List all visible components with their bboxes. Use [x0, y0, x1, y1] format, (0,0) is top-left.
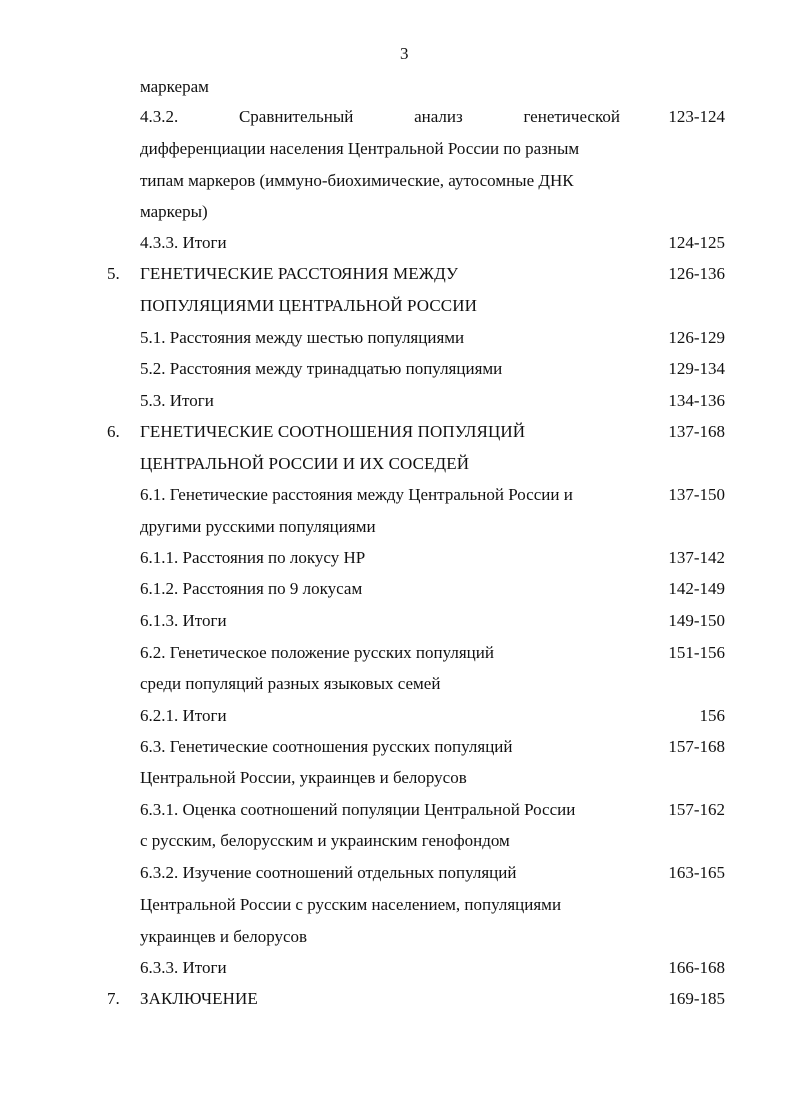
toc-page-range: 151-156: [668, 643, 725, 662]
toc-page-range: 124-125: [668, 233, 725, 252]
toc-entry-6-2-line1: 6.2. Генетическое положение русских популяций: [140, 643, 494, 662]
toc-section-number: 5.: [107, 264, 120, 283]
toc-entry-6-3-2-line1: 6.3.2. Изучение соотношений отдельных популяций: [140, 863, 517, 882]
toc-section-7: ЗАКЛЮЧЕНИЕ: [140, 989, 258, 1008]
toc-page-range: 163-165: [668, 863, 725, 882]
toc-page-range: 126-136: [668, 264, 725, 283]
toc-page-range: 123-124: [668, 107, 725, 126]
toc-page-range: 169-185: [668, 989, 725, 1008]
toc-word: Сравнительный: [238, 107, 354, 126]
toc-page-range: 129-134: [668, 359, 725, 378]
toc-page-range: 157-162: [668, 800, 725, 819]
toc-entry-5-1: 5.1. Расстояния между шестью популяциями: [140, 328, 465, 347]
toc-entry-number: 4.3.2.: [140, 107, 179, 126]
toc-page-range: 149-150: [668, 611, 725, 630]
toc-entry-6-3-2-line2: Центральной России с русским населением, популяциями: [140, 895, 562, 914]
toc-entry-6-3-1-line2: с русским, белорусским и украинским генофондом: [140, 831, 510, 850]
toc-entry-4-3-2-line3: типам маркеров (иммуно-биохимические, аутосомные ДНК: [140, 171, 574, 190]
toc-entry-6-3-line2: Центральной России, украинцев и белорусов: [140, 768, 467, 787]
toc-entry-6-1-3: 6.1.3. Итоги: [140, 611, 227, 630]
toc-page-range: 137-142: [668, 548, 725, 567]
toc-entry-5-2: 5.2. Расстояния между тринадцатью популяциями: [140, 359, 503, 378]
toc-section-number: 7.: [107, 989, 120, 1008]
toc-page-range: 137-168: [668, 422, 725, 441]
toc-entry-6-3-line1: 6.3. Генетические соотношения русских популяций: [140, 737, 513, 756]
toc-entry-6-2-line2: среди популяций разных языковых семей: [140, 674, 441, 693]
toc-entry-6-3-2-line3: украинцев и белорусов: [140, 927, 308, 946]
toc-entry-5-3: 5.3. Итоги: [140, 391, 214, 410]
toc-entry-6-1-2: 6.1.2. Расстояния по 9 локусам: [140, 579, 363, 598]
toc-entry-6-2-1: 6.2.1. Итоги: [140, 706, 227, 725]
toc-page-range: 166-168: [668, 958, 725, 977]
page-number: 3: [400, 44, 409, 63]
toc-page-range: 156: [699, 706, 725, 725]
toc-entry-4-3-2-line2: дифференциации населения Центральной России по разным: [140, 139, 580, 158]
toc-entry-4-3-2-line1: [140, 106, 620, 128]
toc-entry-6-1-1: 6.1.1. Расстояния по локусу HP: [140, 548, 366, 567]
toc-entry-6-3-1-line1: 6.3.1. Оценка соотношений популяции Центральной России: [140, 800, 576, 819]
toc-entry-6-1-line1: 6.1. Генетические расстояния между Центральной России и: [140, 485, 573, 504]
toc-section-5-line2: ПОПУЛЯЦИЯМИ ЦЕНТРАЛЬНОЙ РОССИИ: [140, 296, 477, 315]
toc-section-number: 6.: [107, 422, 120, 441]
toc-section-5-line1: ГЕНЕТИЧЕСКИЕ РАССТОЯНИЯ МЕЖДУ: [140, 264, 459, 283]
toc-entry-4-3-2-line4: маркеры): [140, 202, 208, 221]
toc-page-range: 134-136: [668, 391, 725, 410]
toc-page-range: 137-150: [668, 485, 725, 504]
toc-continuation: маркерам: [140, 77, 209, 96]
toc-section-6-line1: ГЕНЕТИЧЕСКИЕ СООТНОШЕНИЯ ПОПУЛЯЦИЙ: [140, 422, 526, 441]
toc-entry-6-1-line2: другими русскими популяциями: [140, 517, 376, 536]
toc-page-range: 142-149: [668, 579, 725, 598]
toc-page-range: 157-168: [668, 737, 725, 756]
toc-word: анализ: [414, 107, 463, 126]
toc-section-6-line2: ЦЕНТРАЛЬНОЙ РОССИИ И ИХ СОСЕДЕЙ: [140, 454, 470, 473]
toc-word: генетической: [523, 107, 620, 126]
toc-entry-4-3-3: 4.3.3. Итоги: [140, 233, 227, 252]
toc-entry-6-3-3: 6.3.3. Итоги: [140, 958, 227, 977]
toc-page-range: 126-129: [668, 328, 725, 347]
